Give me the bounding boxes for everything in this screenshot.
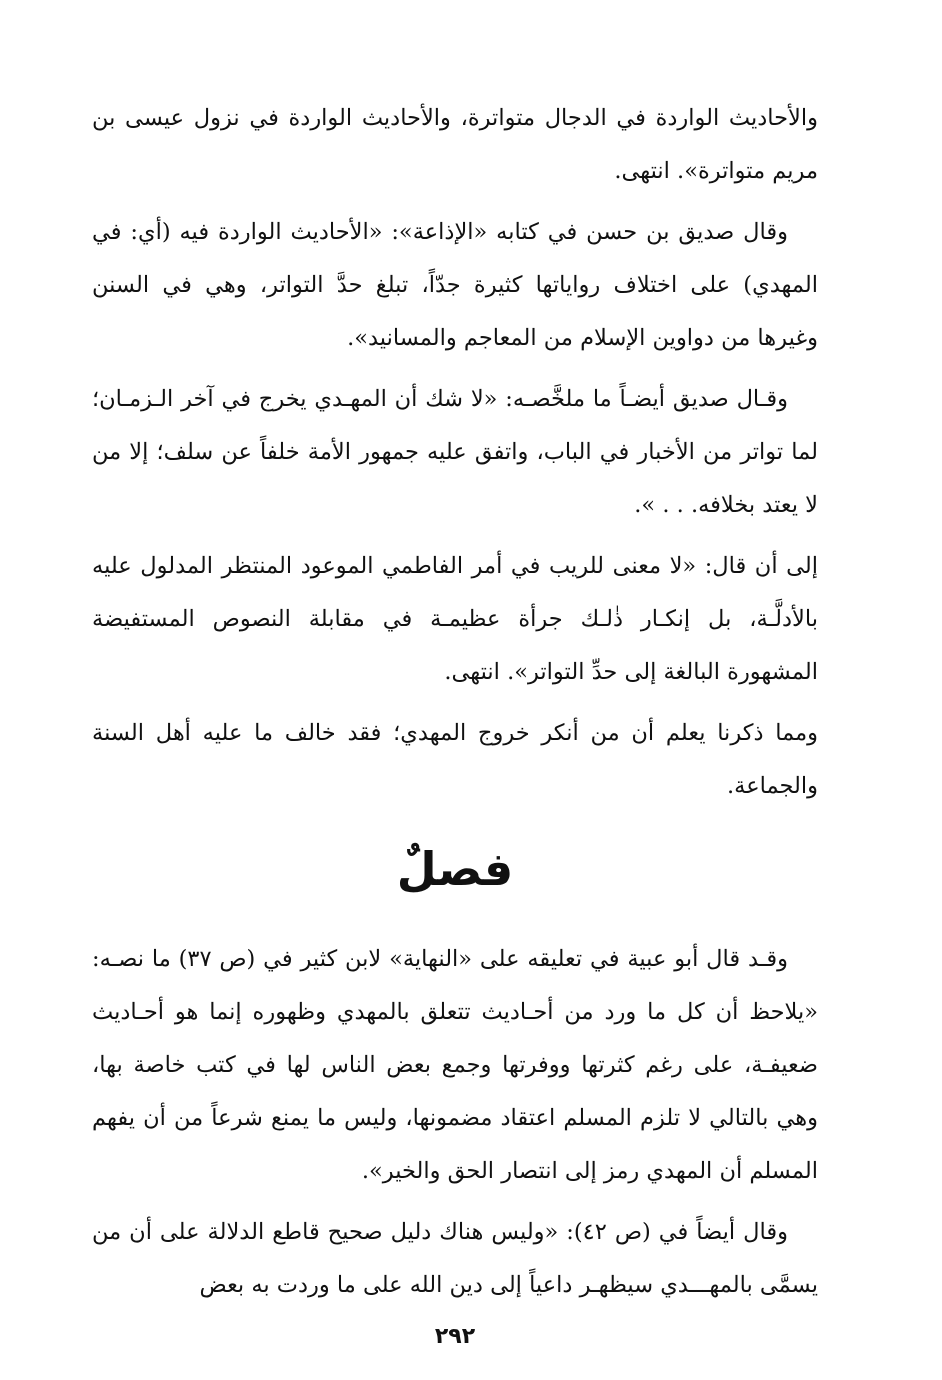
paragraph-siddiq-idhaah: وقال صديق بن حسن في كتابه «الإذاعة»: «الأحاديث الواردة فيه (أي: في المهدي) على اختلاف رواياتها كثيرة جدّاً، تبلغ حدَّ التواتر، وهي في السنن وغيرها من دواوين الإسلام من المعاجم والمسانيد». (92, 219, 818, 351)
paragraph-abu-abiyya: وقـد قال أبو عبية في تعليقه على «النهاية» لابن كثير في (ص ٣٧) ما نصـه: «يلاحظ أن كل ما ورد من أحـاديث تتعلق بالمهدي وظهوره إنما هو أحـاديث ضعيفـة، على رغم كثرتها ووفرتها وجمع بعض الناس لها في كتب خاصة بها، وهي بالتالي لا تلزم المسلم اعتقاد مضمونها، وليس ما يمنع شرعاً من أن يفهم المسلم أن المهدي رمز إلى انتصار الحق والخير». (92, 946, 818, 1184)
document-page (92, 92, 818, 1352)
paragraph-abu-abiyya-continued: وقال أيضاً في (ص ٤٢): «وليس هناك دليل صحيح قاطع الدلالة على أن من يسمَّى بالمهـــدي سيظهـر داعياً إلى دين الله على ما وردت به بعض (92, 1219, 818, 1298)
paragraph-siddiq-summary: وقـال صديق أيضـاً ما ملخَّصـه: «لا شك أن المهـدي يخرج في آخر الـزمـان؛ لما تواتر من الأخبار في الباب، واتفق عليه جمهور الأمة خلفاً عن سلف؛ إلا من لا يعتد بخلافه. . . ». (92, 386, 818, 518)
paragraph-hadith-tawatur: والأحاديث الواردة في الدجال متواترة، والأحاديث الواردة في نزول عيسى بن مريم متواترة». انتهى. (92, 105, 818, 184)
section-heading: فصلٌ (396, 842, 514, 896)
paragraph-fatimi: إلى أن قال: «لا معنى للريب في أمر الفاطمي الموعود المنتظر المدلول عليه بالأدلَّـة، بل إنكـار ذٰلـك جرأة عظيمـة في مقابلة النصوص المستفيضة المشهورة البالغة إلى حدِّ التواتر». انتهى. (92, 553, 818, 685)
paragraph-conclusion: ومما ذكرنا يعلم أن من أنكر خروج المهدي؛ فقد خالف ما عليه أهل السنة والجماعة. (92, 720, 818, 799)
page-number: ٢٩٢ (434, 1324, 476, 1349)
